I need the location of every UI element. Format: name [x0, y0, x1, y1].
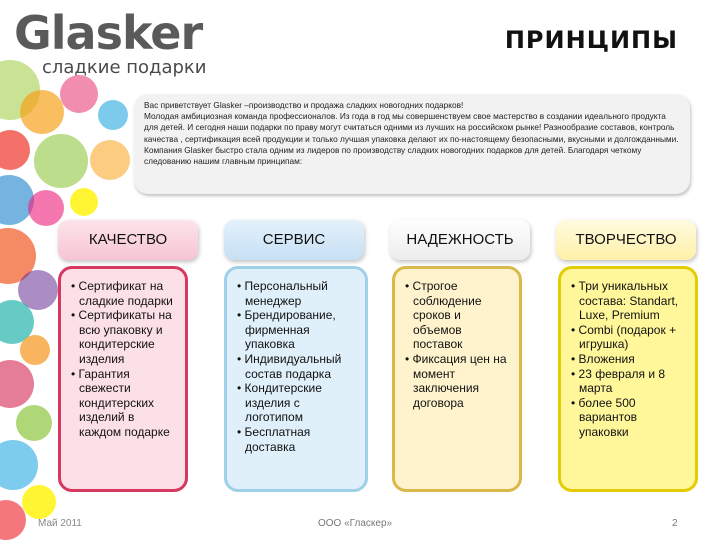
bubble	[34, 134, 88, 188]
creativity-list	[571, 279, 687, 440]
bubble	[16, 405, 52, 441]
heading-service: СЕРВИС	[224, 220, 364, 260]
list-item: • Индивидуальный состав подарка	[237, 352, 357, 381]
quality-box	[58, 266, 188, 492]
service-box	[224, 266, 368, 492]
intro-paragraph: Компания Glasker быстро стала одним из лидеров по производству сладких новогодних подарков для детей. Благодаря четкому следованию нашим главным принципам:	[144, 144, 642, 167]
bubble	[0, 130, 30, 170]
list-item: • Кондитерские изделия с логотипом	[237, 381, 357, 425]
bubble	[70, 188, 98, 216]
intro-paragraph: Вас приветствует Glasker –производство и продажа сладких новогодних подарков!	[144, 100, 464, 110]
bubble	[20, 335, 50, 365]
list-item: • Строгое соблюдение сроков и объемов поставок	[405, 279, 511, 352]
intro-paragraph: Молодая амбициозная команда профессионалов. Из года в год мы совершенствуем свое мастерство в создании идеального продукта для детей. И сегодня наши подарки по праву могут считаться одними из лучших на российском рынке! Разнообразие составов, контроль качества , сертификация всей продукции и только лучшая упаковка делают их по-настоящему безопасными, вкусными и долгожданными.	[144, 111, 679, 144]
list-item: • Сертификаты на всю упаковку и кондитерские изделия	[71, 308, 177, 366]
page-number: 2	[672, 518, 678, 529]
list-item: • Гарантия свежести кондитерских изделий в каждом подарке	[71, 367, 177, 440]
footer-date: Май 2011	[38, 518, 82, 529]
reliability-box	[392, 266, 522, 492]
bubble	[98, 100, 128, 130]
logo-tagline: сладкие подарки	[42, 57, 207, 78]
list-item: • Combi (подарок + игрушка)	[571, 323, 687, 352]
footer-company: ООО «Гласкер»	[318, 518, 393, 529]
bubble	[22, 485, 56, 519]
bubble	[20, 90, 64, 134]
list-item: • Бесплатная доставка	[237, 425, 357, 454]
bubble	[28, 190, 64, 226]
list-item: • Персональный менеджер	[237, 279, 357, 308]
page-title: ПРИНЦИПЫ	[504, 26, 678, 54]
bubble	[90, 140, 130, 180]
creativity-box	[558, 266, 698, 492]
list-item: • Сертификат на сладкие подарки	[71, 279, 177, 308]
list-item: • Брендирование, фирменная упаковка	[237, 308, 357, 352]
bubble	[0, 440, 38, 490]
heading-quality: КАЧЕСТВО	[58, 220, 198, 260]
list-item: • 23 февраля и 8 марта	[571, 367, 687, 396]
bubble	[0, 360, 34, 408]
logo	[14, 8, 207, 78]
service-list	[237, 279, 357, 454]
reliability-list	[405, 279, 511, 410]
list-item: • более 500 вариантов упаковки	[571, 396, 687, 440]
list-item: • Вложения	[571, 352, 687, 367]
intro-text-box	[134, 94, 690, 194]
list-item: • Три уникальных состава: Standart, Luxe, Premium	[571, 279, 687, 323]
logo-wordmark: Glasker	[14, 6, 203, 60]
quality-list	[71, 279, 177, 440]
bubble	[60, 75, 98, 113]
heading-creativity: ТВОРЧЕСТВО	[556, 220, 696, 260]
heading-reliability: НАДЕЖНОСТЬ	[390, 220, 530, 260]
list-item: • Фиксация цен на момент заключения договора	[405, 352, 511, 410]
